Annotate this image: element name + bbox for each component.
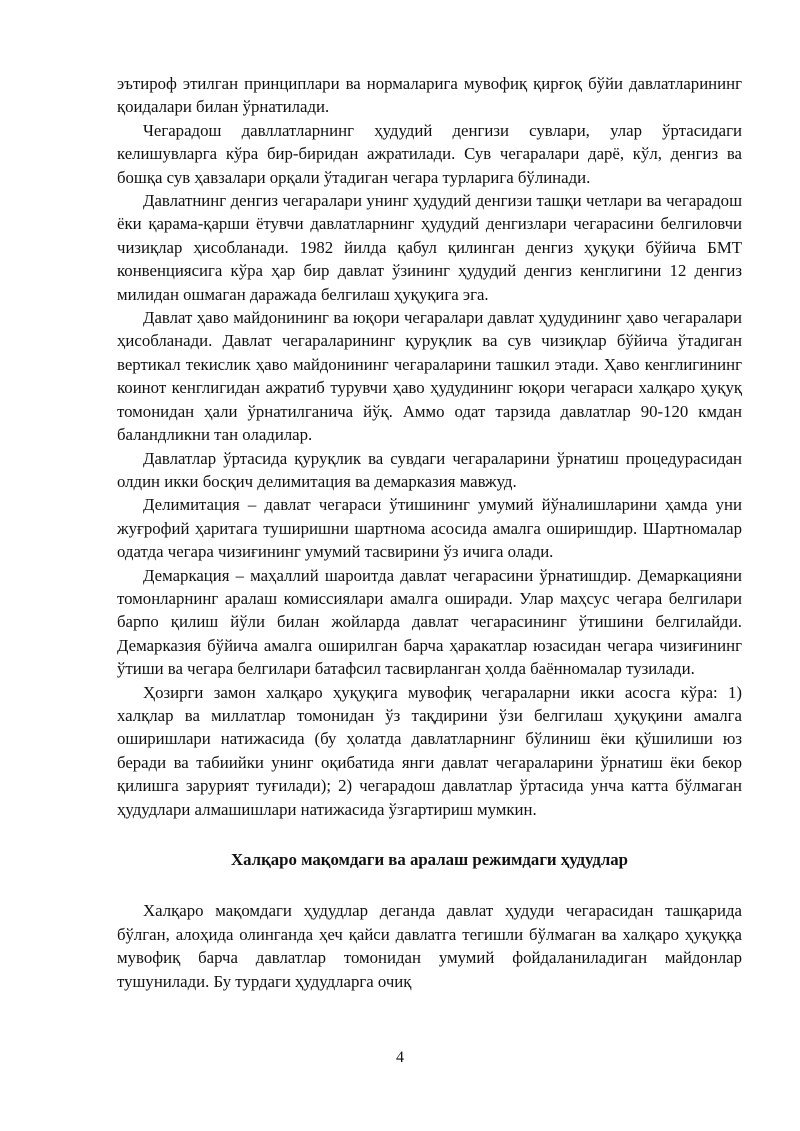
paragraph-border-changes: Ҳозирги замон халқаро ҳуқуқига мувофиқ чегараларни икки асосга кўра: 1) халқлар ва миллатлар томонидан ўз тақдирини ўзи белгилаш ҳуқуқини амалга оширишлари натижасида (бу ҳолатда давлатларнинг бўлиниш ёки қўшилиши юз беради ва табиийки унинг оқибатида янги давлат чегараларини ўрнатиш ёки бекор қилишга зарурият туғилади); 2) чегарадош давлатлар ўртасида унча катта бўлмаган ҳудудлари алмашишлари натижасида ўзгартириш мумкин.	[117, 682, 742, 819]
page-number: 4	[396, 1049, 404, 1066]
paragraph-border-procedure: Давлатлар ўртасида қуруқлик ва сувдаги чегараларини ўрнатиш процедурасидан олдин икки босқич делимитация ва демарказия мавжуд.	[117, 448, 742, 491]
paragraph-delimitation: Делимитация – давлат чегараси ўтишининг умумий йўналишларини ҳамда уни жуғрофий ҳаритага туширишни шартнома асосида амалга оширишдир. Шартномалар одатда чегара чизиғининг умумий тасвирини ўз ичига олади.	[117, 495, 742, 562]
paragraph-international-territories: Халқаро мақомдаги ҳудудлар деганда давлат ҳудуди чегарасидан ташқарида бўлган, алоҳида олинганда ҳеч қайси давлатга тегишли бўлмаган ва халқаро ҳуқуққа мувофиқ барча давлатлар томонидан умумий фойдаланиладиган майдонлар тушунилади. Бу турдаги ҳудудларга очиқ	[117, 901, 742, 991]
paragraph-sea-borders: Давлатнинг денгиз чегаралари унинг ҳудудий денгизи ташқи четлари ва чегарадош ёки қарама-қарши ётувчи давлатларнинг ҳудудий денгизлари чегарасини белгиловчи чизиқлар ҳисобланади. 1982 йилда қабул қилинган денгиз ҳуқуқи бўйича БМТ конвенциясига кўра ҳар бир давлат ўзининг ҳудудий денгиз кенглигини 12 денгиз милидан ошмаган даражада белгилаш ҳуқуқига эга.	[117, 191, 742, 304]
section-heading: Халқаро мақомдаги ва аралаш режимдаги ҳудудлар	[231, 850, 628, 869]
paragraph-air-borders: Давлат ҳаво майдонининг ва юқори чегаралари давлат ҳудудининг ҳаво чегаралари ҳисобланади. Давлат чегараларининг қуруқлик ва сув чизиқлар бўйича ўтадиган вертикал текислик ҳаво майдонининг чегараларини ташкил этади. Ҳаво кенглигининг коинот кенглигидан ажратиб турувчи ҳаво ҳудудининг юқори чегараси халқаро ҳуқуқ томонидан ҳали ўрнатилганича йўқ. Аммо одат тарзида давлатлар 90-120 кмдан баландликни тан оладилар.	[117, 308, 742, 445]
paragraph-water-borders: Чегарадош давллатларнинг ҳудудий денгизи сувлари, улар ўртасидаги келишувларга кўра бир-биридан ажратилади. Сув чегаралари дарё, кўл, денгиз ва бошқа сув ҳавзалари орқали ўтадиган чегара турларига бўлинади.	[117, 120, 742, 187]
document-page	[117, 72, 742, 993]
paragraph-demarcation: Демаркация – маҳаллий шароитда давлат чегарасини ўрнатишдир. Демаркацияни томонларнинг аралаш комиссиялари амалга оширади. Улар маҳсус чегара белгилари барпо қилиш йўли билан жойларда давлат чегарасининг ўтишини белгилайди. Демарказия бўйича амалга оширилган барча ҳаракатлар юзасидан чегара чизиғининг ўтиши ва чегара белгилари батафсил тасвирланган ҳолда баённомалар тузилади.	[117, 565, 742, 679]
paragraph-continued: эътироф этилган принциплари ва нормаларига мувофиқ қирғоқ бўйи давлатларининг қоидалари билан ўрнатилади.	[117, 74, 742, 117]
